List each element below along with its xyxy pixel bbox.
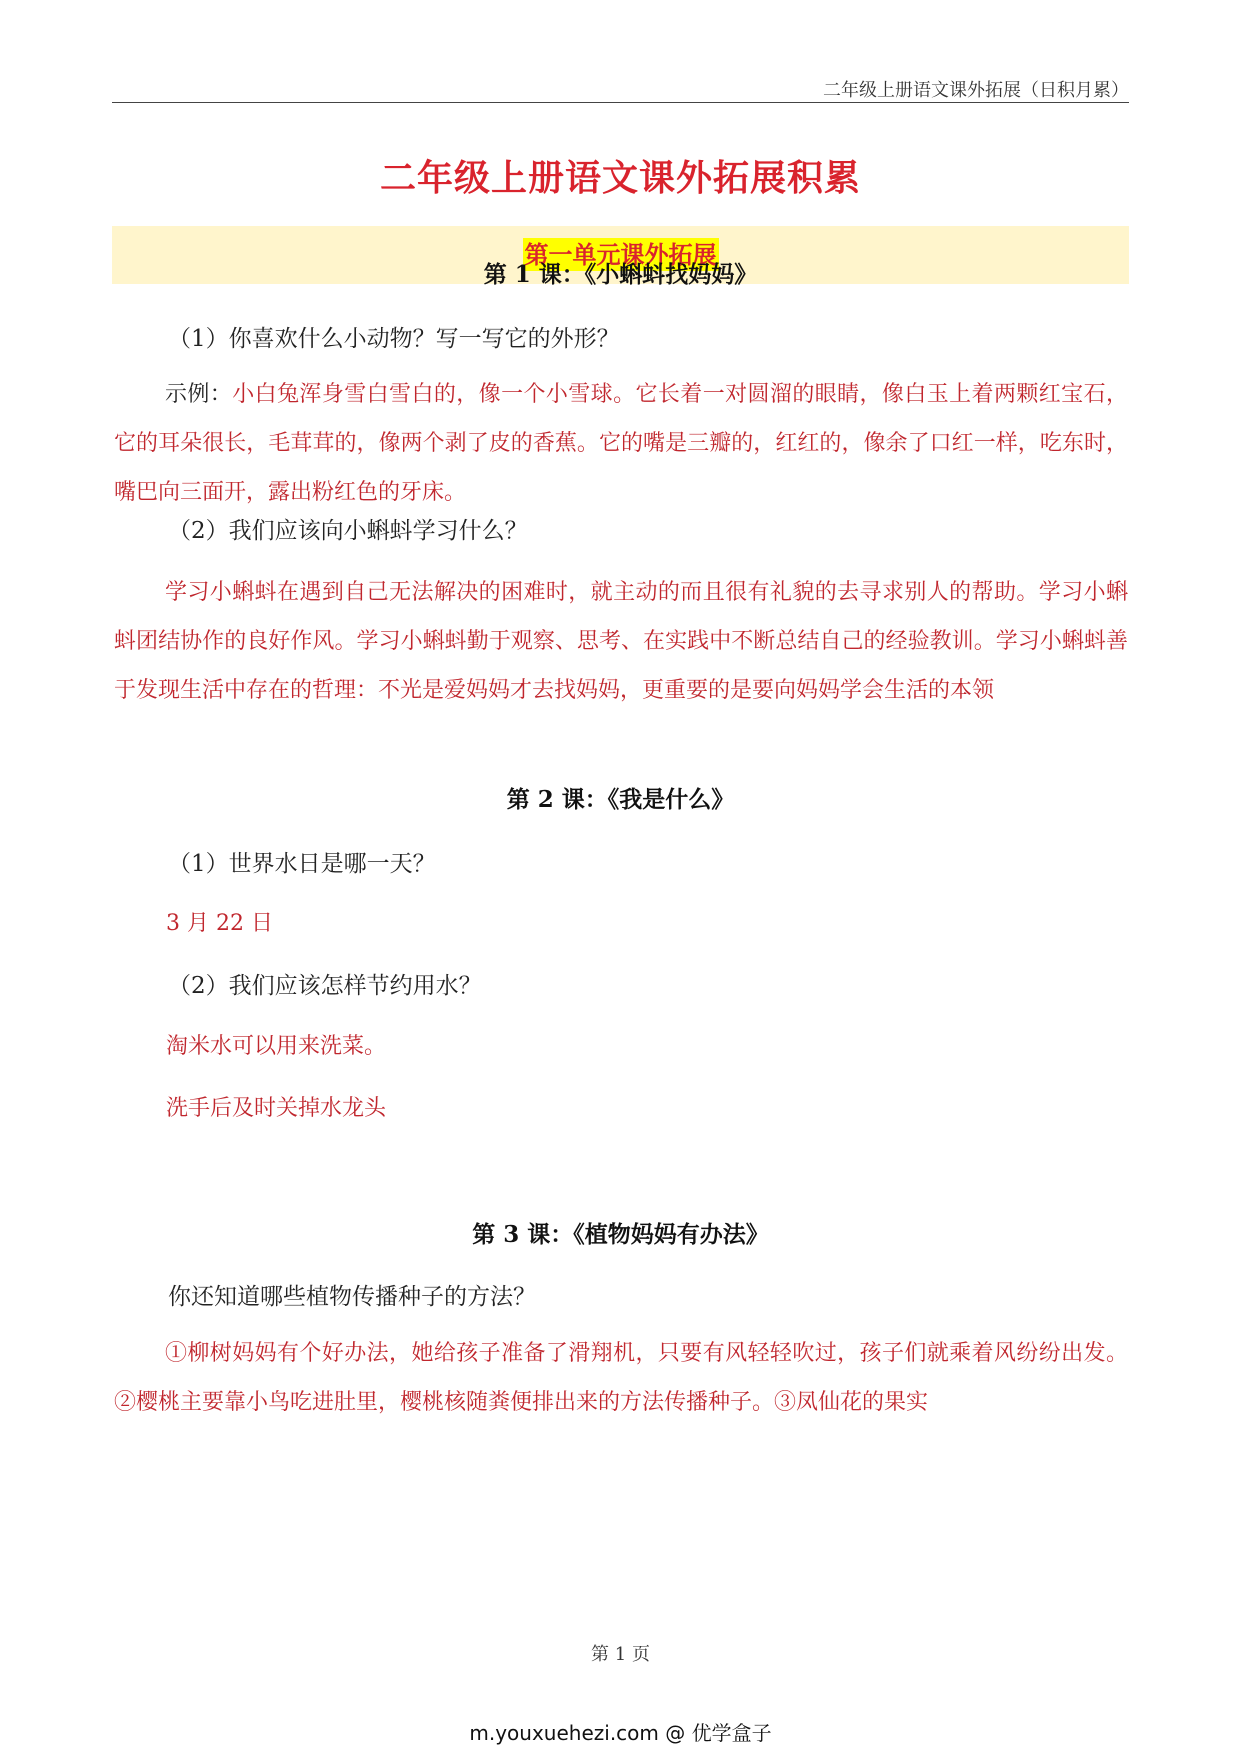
lesson-2-answer-2-line-1: 淘米水可以用来洗菜。 <box>166 1034 387 1059</box>
lesson-1-answer-2: 学习小蝌蚪在遇到自己无法解决的困难时，就主动的而且很有礼貌的去寻求别人的帮助。学习小蝌蚪团结协作的良好作风。学习小蝌蚪勤于观察、思考、在实践中不断总结自己的经验教训。学习小蝌蚪善于发现生活中存在的哲理：不光是爱妈妈才去找妈妈，更重要的是要向妈妈学会生活的本领 <box>114 580 1128 703</box>
unit-banner-label: 第一单元课外拓展 <box>524 240 717 269</box>
lesson-3-heading: 第 3 课：《植物妈妈有办法》 <box>472 1221 769 1248</box>
lesson-2-heading: 第 2 课：《我是什么》 <box>506 786 735 813</box>
page-number: 第 1 页 <box>591 1644 650 1665</box>
lesson-2-answer-1: 3 月 22 日 <box>166 911 273 936</box>
site-watermark: m.youxuehezi.com @ 优学盒子 <box>469 1721 772 1745</box>
header-divider <box>112 102 1129 103</box>
running-header: 二年级上册语文课外拓展（日积月累） <box>823 80 1129 101</box>
lesson-2-question-2: （2）我们应该怎样节约用水？ <box>168 973 482 999</box>
lesson-3-answer-1: ①柳树妈妈有个好办法，她给孩子准备了滑翔机，只要有风轻轻吹过，孩子们就乘着风纷纷出发。②樱桃主要靠小鸟吃进肚里，樱桃核随粪便排出来的方法传播种子。③凤仙花的果实 <box>114 1341 1128 1415</box>
lesson-3-question-1: 你还知道哪些植物传播种子的方法？ <box>168 1284 536 1310</box>
lesson-1-answer-1-text: 小白兔浑身雪白雪白的，像一个小雪球。它长着一对圆溜的眼睛，像白玉上着两颗红宝石，它的耳朵很长，毛茸茸的，像两个剥了皮的香蕉。它的嘴是三瓣的，红红的，像余了口红一样，吃东时，嘴巴向三面开，露出粉红色的牙床。 <box>114 382 1128 505</box>
lesson-1-question-2: （2）我们应该向小蝌蚪学习什么？ <box>168 518 528 544</box>
lesson-2-question-1: （1）世界水日是哪一天？ <box>168 851 436 877</box>
lesson-1-question-1: （1）你喜欢什么小动物？写一写它的外形？ <box>168 326 620 352</box>
lesson-1-answer-1 <box>114 370 1128 517</box>
lesson-2-answer-2-line-2: 洗手后及时关掉水龙头 <box>166 1096 387 1121</box>
lesson-1-heading: 第 1 课：《小蝌蚪找妈妈》 <box>483 261 758 288</box>
page-title: 二年级上册语文课外拓展积累 <box>379 157 861 199</box>
example-label: 示例： <box>165 382 233 407</box>
